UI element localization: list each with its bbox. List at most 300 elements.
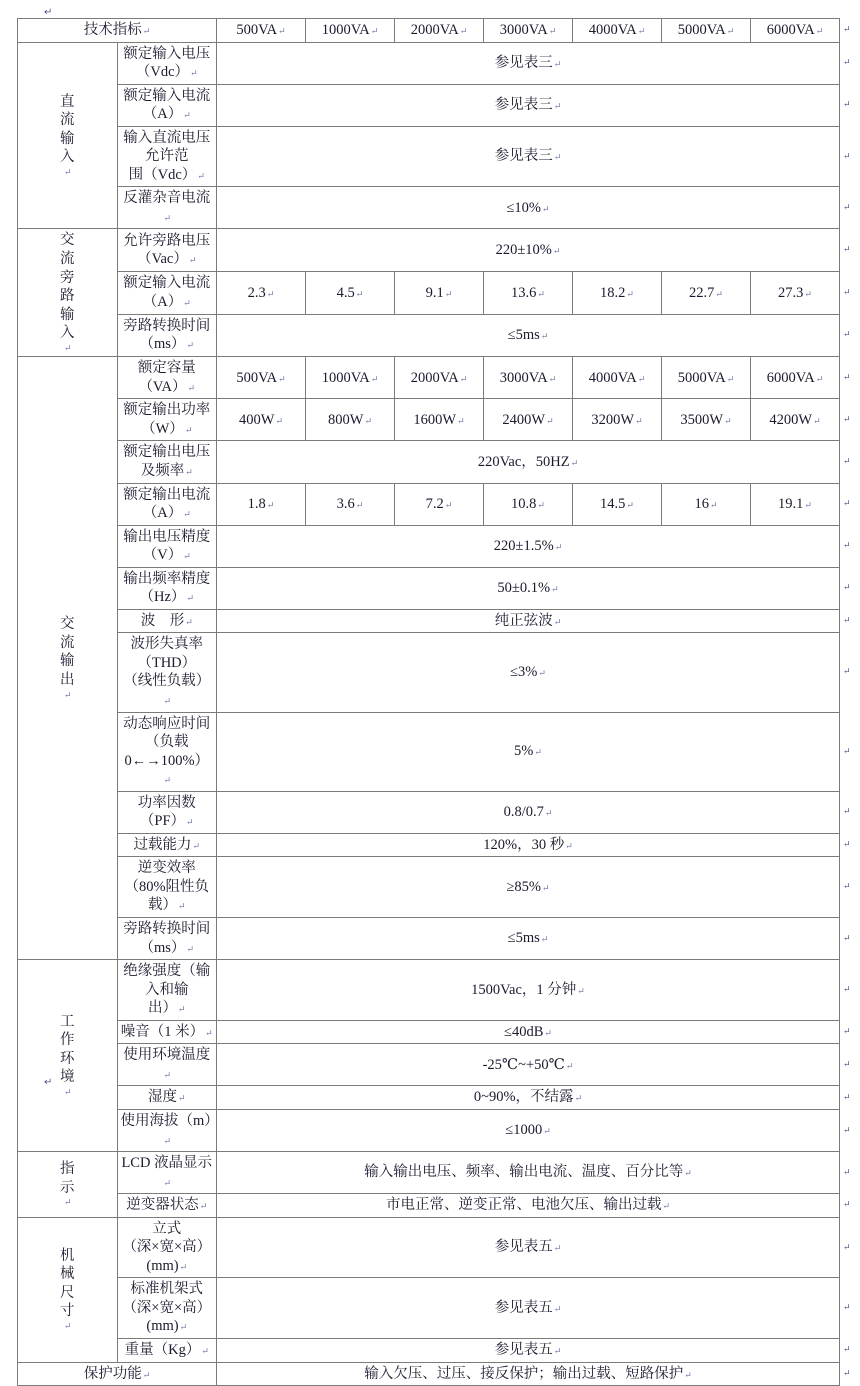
table-row xyxy=(18,1020,840,1044)
spec-label-cell xyxy=(117,833,217,857)
spec-value-cell xyxy=(573,357,662,399)
spec-value-cell xyxy=(217,1086,840,1110)
spec-label-cell xyxy=(117,1217,217,1278)
spec-value-text: 13.6 xyxy=(511,284,537,301)
paragraph-mark: ↵ xyxy=(163,1135,172,1146)
spec-value-cell xyxy=(217,712,840,791)
category-cell xyxy=(18,960,118,1152)
table-row xyxy=(18,84,840,126)
spec-label-text: 标准机架式 xyxy=(130,1281,203,1298)
row-paragraph-mark: ↵ xyxy=(843,498,851,509)
table-row xyxy=(18,1109,840,1151)
paragraph-mark: ↵ xyxy=(540,934,549,945)
category-char: 环 xyxy=(60,1050,75,1067)
table-row xyxy=(18,918,840,960)
paragraph-mark: ↵ xyxy=(537,288,545,299)
table-row xyxy=(18,483,840,525)
protection-value-text: 输入欠压、过压、接反保护；输出过载、短路保护 xyxy=(364,1365,684,1382)
spec-value-text: 1000VA xyxy=(321,369,370,386)
row-paragraph-mark: ↵ xyxy=(843,150,851,161)
paragraph-mark: ↵ xyxy=(553,1303,562,1314)
spec-label-cell xyxy=(117,84,217,126)
spec-value-text: 参见表三 xyxy=(494,96,553,113)
spec-value-text: 参见表五 xyxy=(494,1239,553,1256)
spec-value-cell xyxy=(217,42,840,84)
spec-value-cell xyxy=(217,84,840,126)
spec-label-cell xyxy=(117,633,217,712)
header-spec-label xyxy=(18,19,217,43)
row-paragraph-mark: ↵ xyxy=(843,1124,851,1135)
table-row xyxy=(18,960,840,1021)
paragraph-mark: ↵ xyxy=(534,747,542,758)
paragraph-mark: ↵ xyxy=(63,166,72,177)
paragraph-mark: ↵ xyxy=(183,509,191,520)
table-row xyxy=(18,1044,840,1086)
category-char: 出 ↵ xyxy=(21,671,114,701)
row-paragraph-mark: ↵ xyxy=(843,57,851,68)
spec-label-text-line2: （深×宽×高）(mm)↵ xyxy=(122,1299,212,1335)
spec-value-cell xyxy=(573,483,662,525)
row-paragraph-mark: ↵ xyxy=(843,201,851,212)
paragraph-mark: ↵ xyxy=(63,1320,72,1331)
table-row xyxy=(18,1152,840,1194)
spec-value-text: 800W xyxy=(328,411,364,428)
spec-value-text: ≤10% xyxy=(506,199,541,216)
category-char: 尺 xyxy=(60,1284,75,1301)
spec-label-cell xyxy=(117,918,217,960)
row-paragraph-mark: ↵ xyxy=(843,1166,851,1177)
paragraph-mark: ↵ xyxy=(542,882,550,893)
paragraph-mark: ↵ xyxy=(266,499,275,510)
paragraph-mark: ↵ xyxy=(142,26,151,36)
row-paragraph-mark: ↵ xyxy=(843,371,851,382)
paragraph-mark: ↵ xyxy=(540,331,549,342)
paragraph-mark: ↵ xyxy=(804,288,812,299)
paragraph-mark: ↵ xyxy=(199,1201,208,1212)
spec-label-text: 额定输入电流（A） xyxy=(123,275,211,310)
paragraph-mark: ↵ xyxy=(684,1369,692,1380)
category-char: 示 ↵ xyxy=(21,1179,114,1209)
spec-value-cell xyxy=(217,314,840,357)
spec-label-text: 过载能力 xyxy=(133,836,192,853)
spec-value-cell xyxy=(217,791,840,833)
paragraph-mark: ↵ xyxy=(553,1243,562,1254)
spec-value-text: 2000VA xyxy=(410,369,459,386)
table-row xyxy=(18,1194,840,1218)
paragraph-mark: ↵ xyxy=(355,288,364,299)
header-model-text: 5000VA xyxy=(677,22,726,38)
paragraph-mark: ↵ xyxy=(553,1345,562,1356)
paragraph-mark: ↵ xyxy=(185,467,193,477)
spec-label-cell xyxy=(117,609,217,633)
spec-value-text: 220±10% xyxy=(495,241,552,258)
spec-value-cell xyxy=(217,399,306,441)
spec-value-cell xyxy=(217,357,306,399)
table-header-row xyxy=(18,19,840,43)
spec-value-text: 18.2 xyxy=(600,284,626,301)
spec-value-text: 0~90%，不结露 xyxy=(473,1089,574,1106)
spec-value-text: 输入输出电压、频率、输出电流、温度、百分比等 xyxy=(364,1164,684,1181)
paragraph-mark: ↵ xyxy=(548,373,557,384)
paragraph-mark: ↵ xyxy=(662,1201,671,1212)
spec-value-cell xyxy=(484,399,573,441)
paragraph-mark-top: ↵ xyxy=(44,7,53,18)
spec-value-text: 22.7 xyxy=(689,284,715,301)
row-paragraph-mark: ↵ xyxy=(843,582,851,593)
spec-value-text: -25℃~+50℃ xyxy=(482,1056,565,1073)
paragraph-mark-bottom: ↵ xyxy=(44,1077,53,1088)
spec-value-cell xyxy=(217,567,840,609)
spec-value-cell xyxy=(662,357,751,399)
category-label xyxy=(21,231,114,354)
spec-label-cell xyxy=(117,272,217,315)
spec-label-text: LCD 液晶显示 xyxy=(121,1155,213,1172)
spec-value-text: 27.3 xyxy=(778,284,804,301)
spec-value-cell xyxy=(217,1152,840,1194)
spec-value-text: 220±1.5% xyxy=(493,537,554,554)
paragraph-mark: ↵ xyxy=(355,499,364,510)
spec-label-text-line2: （线性负载）↵ xyxy=(123,673,211,707)
spec-value-text: ≤5ms xyxy=(507,930,540,947)
header-model-5000va xyxy=(662,19,751,43)
spec-label-text: 逆变器状态 xyxy=(126,1197,199,1214)
paragraph-mark: ↵ xyxy=(715,288,723,299)
spec-label-cell xyxy=(117,960,217,1021)
category-char: 流 xyxy=(60,112,75,129)
spec-value-text: ≤1000 xyxy=(505,1122,543,1139)
category-label xyxy=(21,1247,114,1333)
category-cell xyxy=(18,229,118,357)
paragraph-mark: ↵ xyxy=(278,26,286,36)
paragraph-mark: ↵ xyxy=(553,616,562,627)
spec-value-text: 7.2 xyxy=(425,495,444,512)
category-char: 寸 ↵ xyxy=(21,1302,114,1332)
spec-value-cell xyxy=(306,399,395,441)
spec-value-text: ≥85% xyxy=(506,878,541,895)
spec-value-cell xyxy=(395,272,484,315)
paragraph-mark: ↵ xyxy=(163,696,172,707)
paragraph-mark: ↵ xyxy=(626,499,634,510)
category-char: 输 xyxy=(60,653,75,670)
paragraph-mark: ↵ xyxy=(546,415,554,426)
spec-value-text: 参见表三 xyxy=(494,148,553,165)
category-char: 流 xyxy=(60,251,75,268)
spec-value-cell xyxy=(217,633,840,712)
technical-specification-table xyxy=(17,18,840,1386)
spec-value-cell xyxy=(395,483,484,525)
spec-label-text-line2: 围（Vdc）↵ xyxy=(128,166,205,183)
row-paragraph-mark: ↵ xyxy=(843,932,851,943)
paragraph-mark: ↵ xyxy=(201,1345,209,1356)
spec-value-cell xyxy=(217,609,840,633)
paragraph-mark: ↵ xyxy=(815,373,824,384)
spec-label-text: 旁路转换时间（ms） xyxy=(123,317,211,353)
paragraph-mark: ↵ xyxy=(278,373,286,384)
spec-value-cell xyxy=(217,857,840,918)
paragraph-mark: ↵ xyxy=(177,1004,186,1015)
spec-value-cell xyxy=(217,483,306,525)
table-row xyxy=(18,1278,840,1339)
category-char: 入 ↵ xyxy=(21,148,114,178)
spec-value-text: 6000VA xyxy=(766,369,815,386)
spec-label-cell xyxy=(117,1044,217,1086)
spec-value-text: 参见表五 xyxy=(494,1341,553,1358)
spec-value-cell xyxy=(217,918,840,960)
row-paragraph-mark: ↵ xyxy=(843,983,851,994)
spec-value-cell xyxy=(217,1020,840,1044)
table-row xyxy=(18,272,840,315)
row-paragraph-mark: ↵ xyxy=(843,244,851,255)
category-cell xyxy=(18,1217,118,1362)
paragraph-mark: ↵ xyxy=(364,415,372,426)
table-row xyxy=(18,712,840,791)
category-cell xyxy=(18,1152,118,1218)
spec-value-cell xyxy=(217,1338,840,1362)
table-row xyxy=(18,857,840,918)
spec-label-text-line2: （深×宽×高）(mm)↵ xyxy=(122,1239,212,1274)
paragraph-mark: ↵ xyxy=(185,616,193,627)
paragraph-mark: ↵ xyxy=(179,1261,188,1272)
category-char: 输 xyxy=(60,306,75,323)
spec-label-text: 输入直流电压允许范 xyxy=(123,129,211,165)
paragraph-mark: ↵ xyxy=(565,1060,574,1071)
spec-value-cell xyxy=(306,483,395,525)
row-paragraph-mark: ↵ xyxy=(843,286,851,297)
paragraph-mark: ↵ xyxy=(457,415,465,426)
paragraph-mark: ↵ xyxy=(370,26,379,36)
spec-value-cell xyxy=(484,357,573,399)
paragraph-mark: ↵ xyxy=(183,297,191,308)
spec-label-text-line2: 出）↵ xyxy=(147,1000,186,1017)
spec-label-text: 噪音（1 米） xyxy=(120,1023,205,1040)
row-paragraph-mark: ↵ xyxy=(843,413,851,424)
paragraph-mark: ↵ xyxy=(205,1027,213,1038)
row-paragraph-mark: ↵ xyxy=(843,615,851,626)
paragraph-mark: ↵ xyxy=(551,584,559,594)
paragraph-mark: ↵ xyxy=(570,457,579,468)
spec-label-cell xyxy=(117,1278,217,1339)
row-paragraph-mark: ↵ xyxy=(843,1026,851,1037)
category-char: 指 xyxy=(60,1161,75,1178)
paragraph-mark: ↵ xyxy=(163,775,172,786)
table-row xyxy=(18,1338,840,1362)
spec-value-text: 400W xyxy=(239,411,275,428)
table-row xyxy=(18,42,840,84)
spec-value-cell xyxy=(662,272,751,315)
spec-value-cell xyxy=(662,483,751,525)
paragraph-mark: ↵ xyxy=(184,424,193,435)
spec-value-text: 9.1 xyxy=(425,284,444,301)
category-char: 流 xyxy=(60,634,75,651)
spec-label-text: 波 形 xyxy=(140,612,185,629)
paragraph-mark: ↵ xyxy=(684,1168,692,1179)
paragraph-mark: ↵ xyxy=(186,340,194,351)
category-char: 工 xyxy=(60,1013,75,1030)
spec-label-cell xyxy=(117,229,217,272)
paragraph-mark: ↵ xyxy=(183,110,191,121)
row-paragraph-mark: ↵ xyxy=(843,745,851,756)
category-char: 旁 xyxy=(60,269,75,286)
header-model-4000va xyxy=(573,19,662,43)
spec-value-text: 参见表三 xyxy=(494,54,553,71)
paragraph-mark: ↵ xyxy=(190,68,198,79)
category-char: 械 xyxy=(60,1266,75,1283)
table-row xyxy=(18,567,840,609)
spec-label-text-line2: （80%阻性负载）↵ xyxy=(124,878,210,914)
table-row xyxy=(18,1086,840,1110)
paragraph-mark: ↵ xyxy=(63,1086,72,1097)
paragraph-mark: ↵ xyxy=(183,551,191,562)
paragraph-mark: ↵ xyxy=(186,817,194,828)
paragraph-mark: ↵ xyxy=(542,203,550,214)
header-model-text: 500VA xyxy=(236,22,278,38)
spec-value-cell xyxy=(395,357,484,399)
paragraph-mark: ↵ xyxy=(370,373,379,384)
row-paragraph-mark: ↵ xyxy=(843,1241,851,1252)
paragraph-mark: ↵ xyxy=(188,255,197,266)
paragraph-mark: ↵ xyxy=(637,26,646,36)
spec-value-text: 4.5 xyxy=(336,284,355,301)
paragraph-mark: ↵ xyxy=(163,212,172,223)
spec-label-cell xyxy=(117,1152,217,1194)
spec-value-text: 3000VA xyxy=(499,369,548,386)
spec-value-text: 50±0.1% xyxy=(497,580,551,596)
paragraph-mark: ↵ xyxy=(637,373,646,384)
table-row xyxy=(18,229,840,272)
table-row xyxy=(18,633,840,712)
row-paragraph-mark: ↵ xyxy=(843,1058,851,1069)
row-paragraph-mark: ↵ xyxy=(843,1199,851,1210)
paragraph-mark: ↵ xyxy=(163,1177,172,1188)
spec-label-cell xyxy=(117,483,217,525)
table-row xyxy=(18,399,840,441)
category-label xyxy=(21,1013,114,1099)
row-paragraph-mark: ↵ xyxy=(843,666,851,677)
spec-label-text: 额定输入电压（Vdc） xyxy=(123,45,211,81)
spec-label-cell xyxy=(117,441,217,483)
spec-value-cell xyxy=(751,399,840,441)
spec-label-text: 湿度 xyxy=(147,1089,177,1106)
table-row xyxy=(18,357,840,399)
spec-value-text: 5% xyxy=(514,743,534,760)
paragraph-mark: ↵ xyxy=(626,288,634,299)
category-char: 境 ↵ xyxy=(21,1068,114,1098)
spec-value-text: 500VA xyxy=(236,369,278,386)
spec-value-cell xyxy=(217,187,840,229)
paragraph-mark: ↵ xyxy=(813,415,821,426)
protection-value-cell xyxy=(217,1362,840,1386)
spec-value-text: 3200W xyxy=(591,411,635,428)
spec-label-text: 输出电压精度（V） xyxy=(123,528,211,564)
spec-label-text: 立式 xyxy=(152,1220,182,1237)
paragraph-mark: ↵ xyxy=(552,245,561,256)
spec-value-text: 16 xyxy=(694,495,709,512)
spec-label-cell xyxy=(117,126,217,187)
spec-label-cell xyxy=(117,1020,217,1044)
spec-value-text: 120%，30 秒 xyxy=(483,836,565,853)
paragraph-mark: ↵ xyxy=(544,1027,552,1038)
category-char: 输 xyxy=(60,130,75,147)
header-model-text: 2000VA xyxy=(410,22,459,38)
spec-value-cell xyxy=(217,1278,840,1339)
row-paragraph-mark: ↵ xyxy=(843,881,851,892)
row-paragraph-mark: ↵ xyxy=(843,540,851,551)
spec-value-text: 19.1 xyxy=(778,495,804,512)
spec-value-text: 4000VA xyxy=(588,369,637,386)
spec-value-cell xyxy=(217,960,840,1021)
spec-value-cell xyxy=(217,1044,840,1086)
paragraph-mark: ↵ xyxy=(163,1069,172,1080)
spec-label-cell xyxy=(117,857,217,918)
category-label xyxy=(21,93,114,179)
spec-value-cell xyxy=(751,483,840,525)
spec-value-text: 2.3 xyxy=(247,284,266,301)
paragraph-mark: ↵ xyxy=(63,689,72,700)
spec-label-cell xyxy=(117,1338,217,1362)
protection-label-cell xyxy=(18,1362,217,1386)
header-model-2000va xyxy=(395,19,484,43)
spec-value-cell xyxy=(751,272,840,315)
spec-label-text: 使用海拔（m） xyxy=(120,1112,219,1129)
spec-value-cell xyxy=(306,357,395,399)
table-row xyxy=(18,833,840,857)
spec-value-text: 3.6 xyxy=(336,495,355,512)
spec-value-text: 10.8 xyxy=(511,495,537,512)
spec-value-text: 参见表五 xyxy=(494,1299,553,1316)
paragraph-mark: ↵ xyxy=(565,840,573,851)
spec-value-text: 220Vac，50HZ xyxy=(477,453,570,470)
header-model-text: 6000VA xyxy=(766,22,815,38)
row-paragraph-mark: ↵ xyxy=(843,806,851,817)
spec-value-text: 纯正弦波 xyxy=(494,612,553,629)
spec-label-text: 逆变效率 xyxy=(137,860,196,877)
table-row xyxy=(18,525,840,567)
header-model-text: 3000VA xyxy=(499,22,548,38)
category-char: 交 xyxy=(60,616,75,633)
category-char: 入 ↵ xyxy=(21,324,114,354)
paragraph-mark: ↵ xyxy=(177,901,186,912)
paragraph-mark: ↵ xyxy=(275,415,283,426)
paragraph-mark: ↵ xyxy=(543,1126,551,1137)
header-model-500va xyxy=(217,19,306,43)
spec-label-cell xyxy=(117,1109,217,1151)
category-label xyxy=(21,615,114,701)
paragraph-mark: ↵ xyxy=(177,1093,186,1104)
paragraph-mark: ↵ xyxy=(553,152,562,163)
paragraph-mark: ↵ xyxy=(815,26,824,36)
paragraph-mark: ↵ xyxy=(266,288,275,299)
paragraph-mark: ↵ xyxy=(544,808,553,819)
spec-value-cell xyxy=(484,483,573,525)
row-paragraph-mark: ↵ xyxy=(843,1344,851,1355)
paragraph-mark: ↵ xyxy=(635,415,643,426)
spec-label-text: 额定输出电压及频率 xyxy=(123,444,211,479)
paragraph-mark: ↵ xyxy=(142,1369,151,1380)
table-row xyxy=(18,126,840,187)
spec-value-cell xyxy=(217,126,840,187)
spec-label-text: 旁路转换时间（ms） xyxy=(123,921,211,956)
paragraph-mark: ↵ xyxy=(197,170,205,181)
spec-value-text: 14.5 xyxy=(600,495,626,512)
paragraph-mark: ↵ xyxy=(574,1093,583,1104)
spec-label-cell xyxy=(117,1194,217,1218)
header-spec-text: 技术指标 xyxy=(83,22,142,38)
spec-value-cell xyxy=(573,272,662,315)
row-paragraph-mark: ↵ xyxy=(843,456,851,466)
spec-label-text: 使用环境温度 xyxy=(123,1047,211,1064)
spec-value-cell xyxy=(217,441,840,483)
category-char: 路 xyxy=(60,288,75,305)
